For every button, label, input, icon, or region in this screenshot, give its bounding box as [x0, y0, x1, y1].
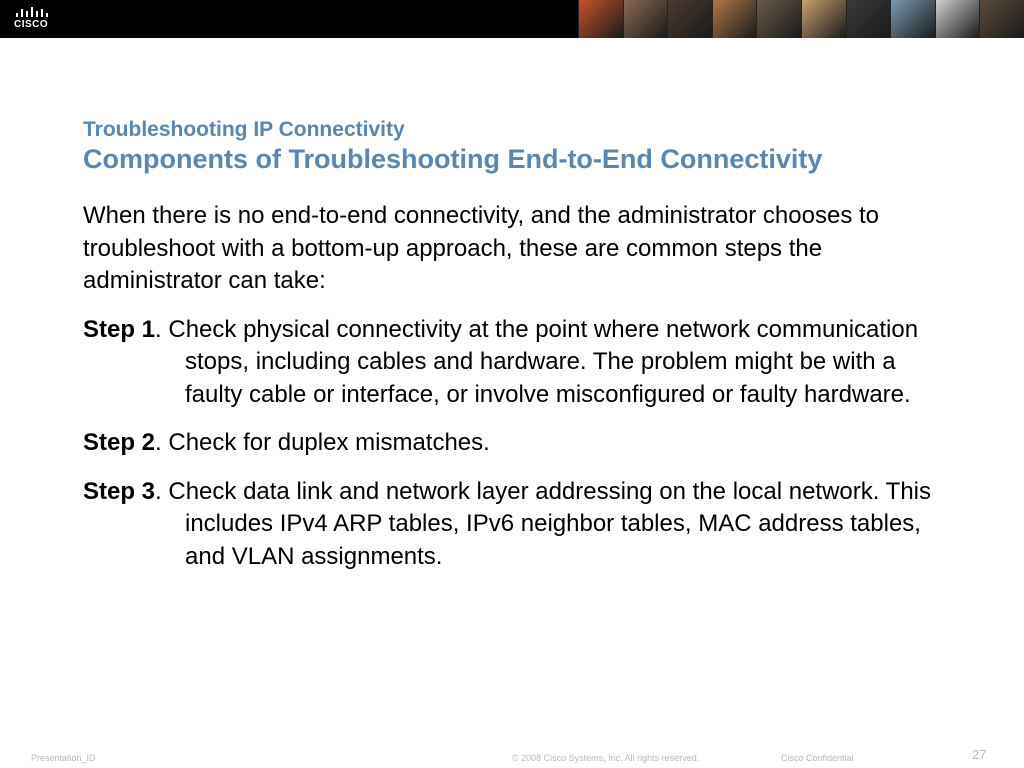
footer-confidential: Cisco Confidential: [781, 753, 854, 763]
step-2-text: . Check for duplex mismatches.: [155, 429, 490, 456]
header-photo-9: [935, 0, 980, 38]
header-photo-8: [890, 0, 935, 38]
header-bar: [0, 0, 1024, 38]
page-number: 27: [972, 747, 987, 762]
step-3-text: . Check data link and network layer addressing on the local network. This includes IPv4 ARP tables, IPv6 neighbor tables, MAC address tables, and VLAN assignments.: [155, 477, 931, 570]
cisco-logo-text: CISCO: [14, 19, 49, 30]
intro-paragraph: When there is no end-to-end connectivity, and the administrator chooses to troubleshoot with a bottom-up approach, these are common steps the administrator can take:: [83, 202, 879, 294]
step-3: [83, 476, 953, 574]
header-photo-10: [979, 0, 1024, 38]
header-photo-6: [801, 0, 846, 38]
header-photo-3: [667, 0, 712, 38]
header-photo-2: [623, 0, 668, 38]
footer-copyright: © 2008 Cisco Systems, Inc. All rights reserved.: [512, 753, 700, 763]
header-photo-4: [712, 0, 757, 38]
step-1-text: . Check physical connectivity at the point where network communication stops, including cables and hardware. The problem might be with a faulty cable or interface, or involve misconfigured or faulty hardware.: [155, 315, 919, 408]
header-photo-strip: [578, 0, 1024, 38]
footer-presentation-id: Presentation_ID: [31, 753, 96, 763]
step-1-label: Step 1: [83, 315, 156, 343]
header-photo-1: [578, 0, 623, 38]
header-photo-5: [756, 0, 801, 38]
step-1: [83, 314, 953, 412]
slide-body: [83, 200, 953, 589]
header-photo-7: [846, 0, 891, 38]
step-3-label: Step 3: [83, 477, 156, 505]
slide-subtitle: Troubleshooting IP Connectivity: [83, 118, 405, 141]
slide-title: Components of Troubleshooting End-to-End Connectivity: [83, 144, 823, 174]
step-2: [83, 427, 953, 460]
step-2-label: Step 2: [83, 429, 156, 456]
